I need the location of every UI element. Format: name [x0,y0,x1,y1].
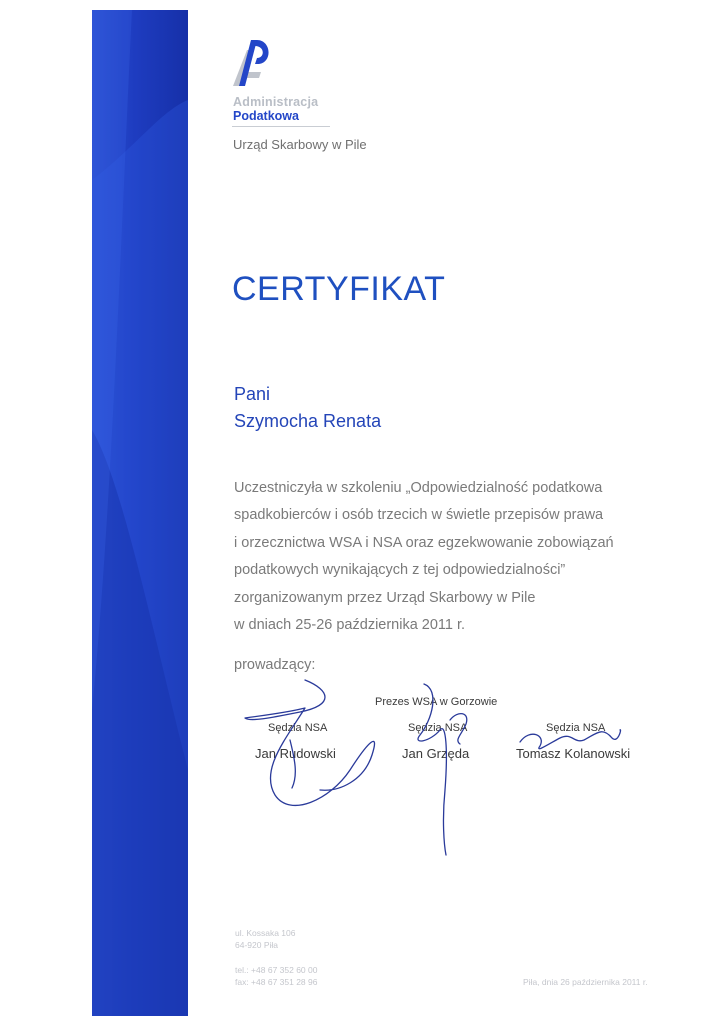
signatory-3-role: Sędzia NSA [546,722,606,734]
signature-1-stroke [245,680,375,805]
salutation: Pani [234,384,271,404]
signature-2-stroke [418,684,446,855]
signatory-3-name: Tomasz Kolanowski [516,746,631,761]
recipient-name: Szymocha Renata [234,411,382,431]
decorative-blue-band [92,10,188,1016]
body-line: i orzecznictwa WSA i NSA oraz egzekwowanie zobowiązań [234,535,614,551]
footer-fax: fax: +48 67 351 28 96 [235,977,318,987]
logo-text-administracja: Administracja [233,95,319,109]
footer-address-city: 64-920 Piła [235,940,279,950]
certificate-title: CERTYFIKAT [232,270,446,308]
body-line: w dniach 25-26 października 2011 r. [234,617,466,633]
body-line: Uczestniczyła w szkoleniu „Odpowiedzialność podatkowa [234,480,603,496]
logo-divider [232,126,330,127]
logo-text-podatkowa: Podatkowa [233,109,299,123]
signatory-2-name: Jan Grzęda [402,746,470,761]
signatory-1-name: Jan Rudowski [255,746,336,761]
office-name: Urząd Skarbowy w Pile [233,137,367,152]
administracja-podatkowa-logo-icon [231,36,275,88]
body-line: podatkowych wynikających z tej odpowiedzialności” [234,562,566,578]
signatory-1-role: Sędzia NSA [268,722,328,734]
leaders-label: prowadzący: [234,657,316,673]
footer-place-date: Piła, dnia 26 października 2011 r. [523,977,648,987]
body-line: zorganizowanym przez Urząd Skarbowy w Pile [234,590,536,606]
body-line: spadkobierców i osób trzecich w świetle przepisów prawa [234,507,604,523]
footer-address-street: ul. Kossaka 106 [235,928,296,938]
footer-tel: tel.: +48 67 352 60 00 [235,965,318,975]
signatory-2-role-top: Prezes WSA w Gorzowie [375,696,498,708]
signatory-2-role: Sędzia NSA [408,722,468,734]
